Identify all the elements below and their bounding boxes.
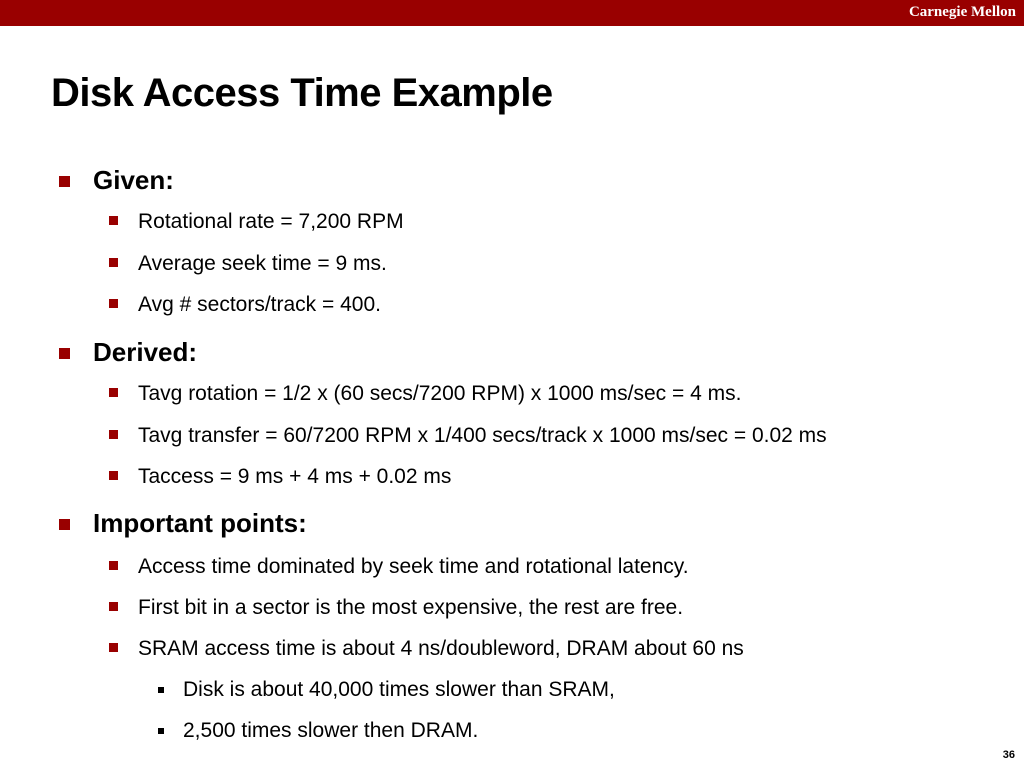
list-item-text: Average seek time = 9 ms. <box>138 252 387 275</box>
section-heading-important-points <box>93 507 307 539</box>
square-bullet-icon <box>109 471 118 480</box>
list-item <box>138 291 381 319</box>
small-square-bullet-icon <box>158 687 164 693</box>
list-item-text: SRAM access time is about 4 ns/doubleword, DRAM about 60 ns <box>138 637 744 660</box>
list-item <box>138 463 451 491</box>
list-item <box>138 422 827 450</box>
list-item-text: Taccess = 9 ms + 4 ms + 0.02 ms <box>138 465 452 488</box>
square-bullet-icon <box>59 519 70 530</box>
square-bullet-icon <box>109 643 118 652</box>
section-heading-given <box>93 164 174 196</box>
square-bullet-icon <box>109 388 118 397</box>
list-item-text: First bit in a sector is the most expensive, the rest are free. <box>138 596 684 619</box>
list-item-text: Tavg transfer = 60/7200 RPM x 1/400 secs/track x 1000 ms/sec = 0.02 ms <box>138 424 827 447</box>
small-square-bullet-icon <box>158 728 164 734</box>
sub-list-item-text: 2,500 times slower then DRAM. <box>183 719 479 742</box>
sub-list-item <box>183 717 478 745</box>
list-item <box>138 380 741 408</box>
list-item-text: Tavg rotation = 1/2 x (60 secs/7200 RPM) x 1000 ms/sec = 4 ms. <box>138 382 742 405</box>
list-item-text: Avg # sectors/track = 400. <box>138 293 381 316</box>
square-bullet-icon <box>59 176 70 187</box>
section-heading-derived <box>93 336 197 368</box>
list-item <box>138 635 744 663</box>
square-bullet-icon <box>59 348 70 359</box>
list-item-text: Access time dominated by seek time and rotational latency. <box>138 555 689 578</box>
section-heading-text: Derived: <box>93 337 198 367</box>
square-bullet-icon <box>109 602 118 611</box>
sub-list-item-text: Disk is about 40,000 times slower than SRAM, <box>183 678 615 701</box>
square-bullet-icon <box>109 561 118 570</box>
list-item-text: Rotational rate = 7,200 RPM <box>138 210 404 233</box>
list-item <box>138 594 683 622</box>
page-number: 36 <box>1002 749 1015 761</box>
square-bullet-icon <box>109 430 118 439</box>
square-bullet-icon <box>109 216 118 225</box>
brand-label: Carnegie Mellon <box>908 4 1016 20</box>
sub-list-item <box>183 676 615 704</box>
square-bullet-icon <box>109 299 118 308</box>
square-bullet-icon <box>109 258 118 267</box>
section-heading-text: Given: <box>93 165 174 195</box>
list-item <box>138 553 689 581</box>
section-heading-text: Important points: <box>93 508 307 538</box>
list-item <box>138 208 404 236</box>
slide-title: Disk Access Time Example <box>51 71 553 115</box>
list-item <box>138 250 387 278</box>
